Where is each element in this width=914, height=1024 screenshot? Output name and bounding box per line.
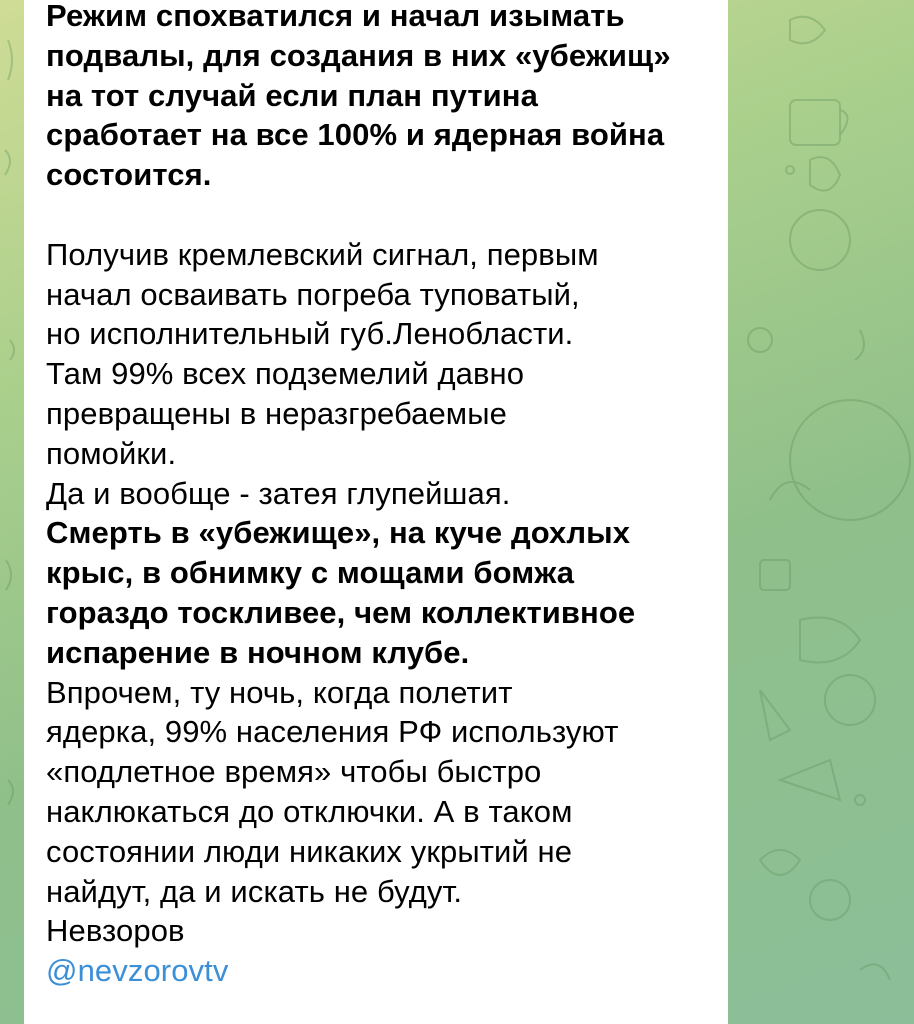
text-line: подвалы, для создания в них «убежищ» bbox=[46, 37, 671, 73]
text-line: Да и вообще - затея глупейшая. bbox=[46, 475, 511, 511]
text-line: но исполнительный губ.Ленобласти. bbox=[46, 316, 574, 352]
text-line: крыс, в обнимку с мощами бомжа bbox=[46, 555, 575, 591]
signature: Невзоров bbox=[46, 913, 185, 949]
text-line: помойки. bbox=[46, 435, 177, 471]
blank-line bbox=[46, 195, 704, 235]
paragraph-2 bbox=[46, 474, 704, 514]
text-line: найдут, да и искать не будут. bbox=[46, 873, 463, 909]
text-line: Получив кремлевский сигнал, первым bbox=[46, 236, 599, 272]
text-line: ядерка, 99% населения РФ используют bbox=[46, 714, 619, 750]
channel-link[interactable]: @nevzorovtv bbox=[46, 953, 229, 989]
text-line: наклюкаться до отключки. А в таком bbox=[46, 793, 573, 829]
text-line: состоянии люди никаких укрытий не bbox=[46, 833, 573, 869]
paragraph-3 bbox=[46, 673, 704, 912]
text-line: сработает на все 100% и ядерная война bbox=[46, 117, 665, 153]
bold-paragraph bbox=[46, 513, 704, 672]
text-line: Там 99% всех подземелий давно bbox=[46, 356, 525, 392]
text-line: Режим спохватился и начал изымать bbox=[46, 0, 625, 33]
text-line: на тот случай если план путина bbox=[46, 77, 538, 113]
text-line: гораздо тоскливее, чем коллективное bbox=[46, 594, 636, 630]
message-text bbox=[46, 0, 704, 991]
message-bubble bbox=[24, 0, 728, 1024]
bold-intro-paragraph bbox=[46, 0, 704, 195]
paragraph-1 bbox=[46, 235, 704, 474]
text-line: начал осваивать погреба туповатый, bbox=[46, 276, 580, 312]
text-line: состоится. bbox=[46, 157, 212, 193]
text-line: Смерть в «убежище», на куче дохлых bbox=[46, 515, 631, 551]
text-line: испарение в ночном клубе. bbox=[46, 634, 470, 670]
text-line: «подлетное время» чтобы быстро bbox=[46, 754, 542, 790]
text-line: превращены в неразгребаемые bbox=[46, 395, 507, 431]
text-line: Впрочем, ту ночь, когда полетит bbox=[46, 674, 513, 710]
